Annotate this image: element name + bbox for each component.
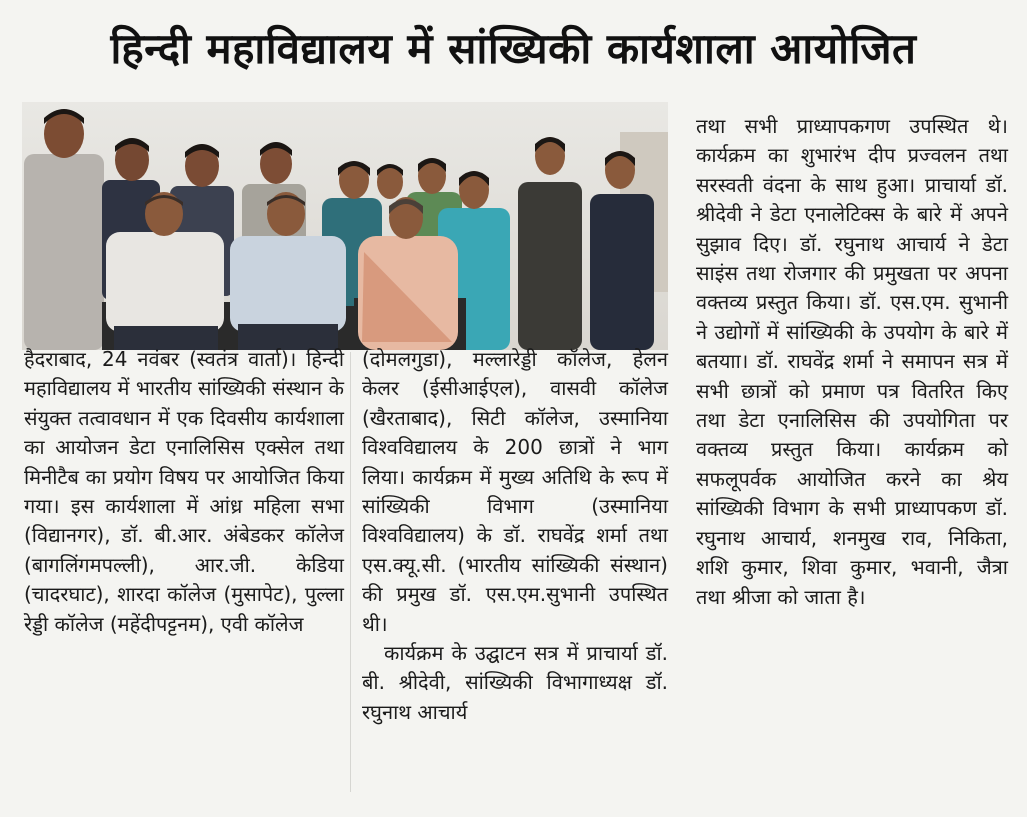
article-column-2 — [362, 345, 668, 727]
article-paragraph: कार्यक्रम के उद्घाटन सत्र में प्राचार्या डॉ. बी. श्रीदेवी, सांख्यिकी विभागाध्यक्ष डॉ. रघुनाथ आचार्य — [362, 641, 668, 724]
article-paragraph: तथा सभी प्राध्यापकगण उपस्थित थे। कार्यक्रम का शुभारंभ दीप प्रज्वलन तथा सरस्वती वंदना के साथ हुआ। प्राचार्या डॉ. श्रीदेवी ने डेटा एनालेटिक्स के बारे में अपने सुझाव दिए। डॉ. रघुनाथ आचार्य ने डेटा साइंस तथा रोजगार की प्रमुखता पर अपना वक्तव्य प्रस्तुत किया। डॉ. एस.एम. सुभानी ने उद्योगों में सांख्यिकी के उपयोग के बारे में बतयाा। डॉ. राघवेंद्र शर्मा ने समापन सत्र में सभी छात्रों को प्रमाण पत्र वितरित किए तथा डेटा एनालिसिस की उपयोगिता पर वक्तव्य प्रस्तुत किया। कार्यक्रम को सफलूपर्वक आयोजित करने का श्रेय सांख्यिकी विभाग के सभी प्राध्यापकण डॉ. रघुनाथ आचार्य, शनमुख राव, निकिता, शशि कुमार, शिवा कुमार, भवानी, जैत्रा तथा श्रीजा को जाता है। — [696, 114, 1008, 609]
seated-people — [102, 192, 466, 350]
headline: हिन्दी महाविद्यालय में सांख्यिकी कार्यशाला आयोजित — [110, 24, 917, 73]
group-photo — [22, 102, 668, 350]
column-divider — [350, 352, 351, 792]
article-column-3 — [696, 112, 1008, 612]
article-column-1 — [24, 345, 344, 639]
group-photo-illustration — [22, 102, 668, 350]
article-paragraph: (दोमलगुडा), मल्लारेड्डी कॉलेज, हेलन केलर (ईसीआईएल), वासवी कॉलेज (खैरताबाद), सिटी कॉलेज, उस्मानिया विश्वविद्यालय के 200 छात्रों ने भाग लिया। कार्यक्रम में मुख्य अतिथि के रूप में सांख्यिकी विभाग (उस्मानिया विश्वविद्यालय) के डॉ. राघवेंद्र शर्मा तथा एस.क्यू.सी. (भारतीय सांख्यिकी संस्थान) की प्रमुख डॉ. एस.एम.सुभानी उपस्थित थी। — [362, 347, 668, 636]
article-paragraph: हैदराबाद, 24 नवंबर (स्वतंत्र वार्ता)। हिन्दी महाविद्यालय में भारतीय सांख्यिकी संस्थान के संयुक्त तत्वावधान में एक दिवसीय कार्यशाला का आयोजन डेटा एनालिसिस एक्सेल तथा मिनीटैब का प्रयोग विषय पर आयोजित किया गया। इस कार्यशाला में आंध्र महिला सभा (विद्यानगर), डॉ. बी.आर. अंबेडकर कॉलेज (बागलिंगमपल्ली), आर.जी. केडिया (चादरघाट), शारदा कॉलेज (मुसापेट), पुल्ला रेड्डी कॉलेज (महेंदीपट्टनम), एवी कॉलेज — [24, 347, 344, 636]
